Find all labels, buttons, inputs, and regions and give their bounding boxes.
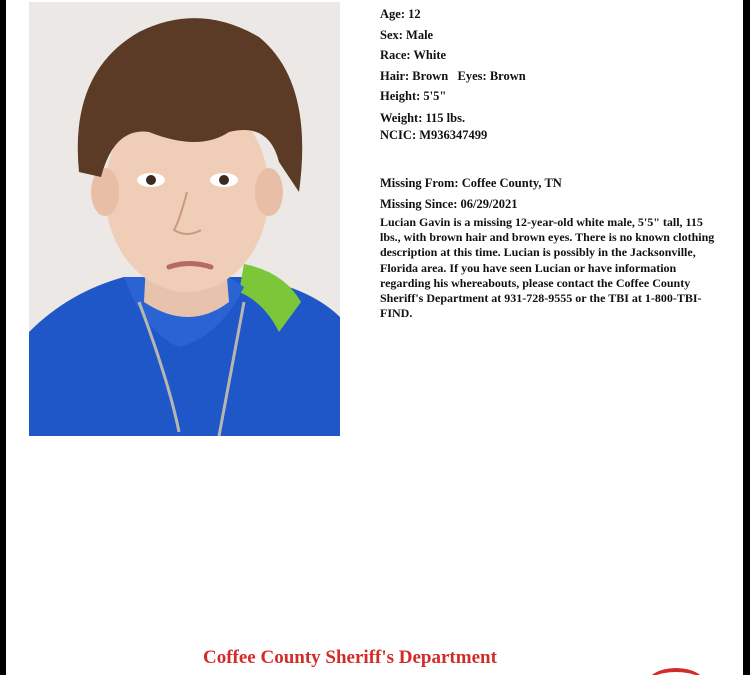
missing-from-line: Missing From: Coffee County, TN <box>380 176 562 190</box>
missing-person-photo <box>29 2 340 436</box>
race-line: Race: White <box>380 48 447 62</box>
portrait-illustration <box>29 2 340 436</box>
missing-since-line: Missing Since: 06/29/2021 <box>380 196 518 211</box>
sex-line: Sex: Male <box>380 27 434 42</box>
missing-details <box>380 173 730 321</box>
age-line: Age: 12 <box>380 7 421 21</box>
profile-details <box>380 4 730 143</box>
hair-eyes-line: Hair: Brown Eyes: Brown <box>380 68 526 83</box>
agency-seal-edge <box>646 668 706 675</box>
case-description: Lucian Gavin is a missing 12-year-old white male, 5'5" tall, 115 lbs., with brown hair and brown eyes. There is no known clothing description at this time. Lucian is possibly in the Jacksonville, Florida area. If you have seen Lucian or have information regarding his whereabouts, please contact the Coffee County Sheriff's Department at 931-728-9555 or the TBI at 1-800-TBI-FIND. <box>380 215 715 321</box>
height-line: Height: 5'5" <box>380 89 447 103</box>
missing-person-poster <box>6 0 743 675</box>
ncic-line: NCIC: M936347499 <box>380 127 488 142</box>
weight-line: Weight: 115 lbs. <box>380 110 466 125</box>
agency-title: Coffee County Sheriff's Department <box>203 647 497 668</box>
